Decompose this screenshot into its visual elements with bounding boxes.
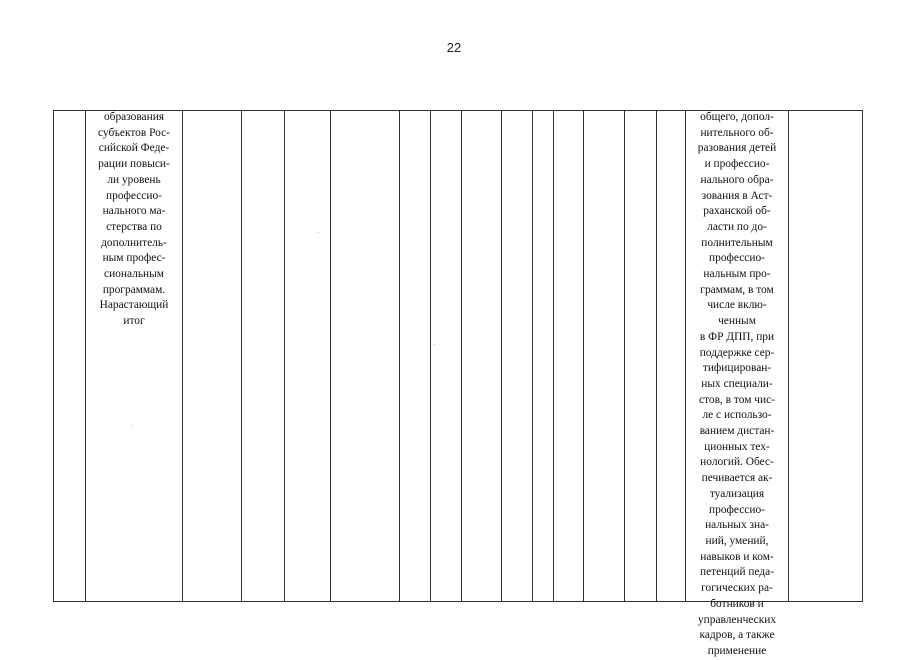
scan-speck xyxy=(434,344,435,345)
column-border-13 xyxy=(624,110,625,602)
column-border-0 xyxy=(53,110,54,602)
column-border-9 xyxy=(501,110,502,602)
cell-description-text: общего, допол- нительного об- разования детей и профессио- нального обра- зования в Аст- раханской об- ласти по до- полнительным профессио- нальным про- граммам, в том числе вклю- ченным в ФР ДПП, при поддержке сер- тифицирован- ных специали- стов, в том чис- ле с использо- ванием дистан- ционных тех- нологий. Обес- печивается ак- туализация профессио- нальных зна- ний, умений, навыков и ком- петенций педа- гогических ра- ботников и управленческих кадров, а также применение xyxy=(697,111,777,657)
column-border-4 xyxy=(284,110,285,602)
column-border-6 xyxy=(399,110,400,602)
column-border-8 xyxy=(461,110,462,602)
column-border-17 xyxy=(862,110,863,602)
column-border-12 xyxy=(583,110,584,602)
data-table xyxy=(53,110,863,657)
scan-speck xyxy=(131,425,132,426)
column-border-11 xyxy=(553,110,554,602)
column-border-5 xyxy=(330,110,331,602)
scan-speck xyxy=(318,232,319,233)
cell-indicator-text: образования субъектов Рос- сийской Феде- рации повыси- ли уровень профессио- нального ма- стерства по дополнитель- ным профес- сиональным программам. Нарастающий итог xyxy=(98,111,170,328)
column-border-2 xyxy=(182,110,183,602)
column-border-10 xyxy=(532,110,533,602)
page-number: 22 xyxy=(446,40,462,55)
column-border-7 xyxy=(430,110,431,602)
column-border-3 xyxy=(241,110,242,602)
column-border-14 xyxy=(656,110,657,602)
column-border-16 xyxy=(788,110,789,602)
